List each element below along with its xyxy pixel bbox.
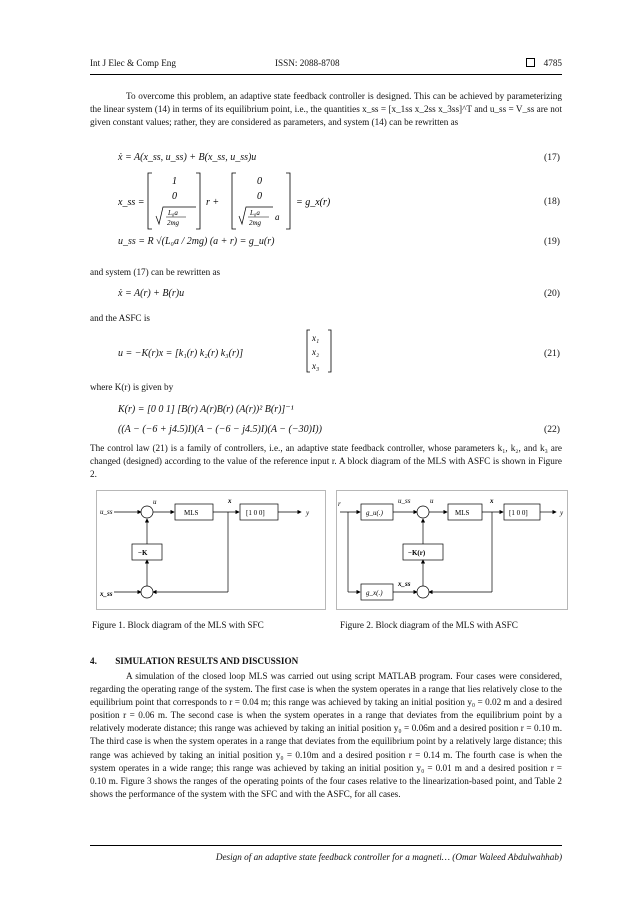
fig2-x-label: x [490,497,494,505]
svg-text:L₀a: L₀a [250,209,260,217]
svg-text:a: a [275,212,280,222]
fig2-r-label: r [338,500,341,508]
paragraph-asfc: and the ASFC is [90,313,150,323]
figure-2-diagram [336,490,568,615]
fig2-gx-label: g_x(.) [366,589,383,597]
eq18-lhs: x_ss = [118,197,145,208]
figure-1-diagram [96,490,326,615]
fig2-gu-label: g_u(.) [366,509,383,517]
fig1-c-label: [1 0 0] [246,509,265,517]
paragraph-control-law: The control law (21) is a family of controllers, i.e., an adaptive state feedback controller, whose parameters k₁, k₂, and k₃ are changed (designed) according to the value of the reference input r. A block diagram of the MLS with ASFC is shown in Figure 2. [90,443,562,480]
eq18-v1-1: 0 [172,191,177,202]
fig1-y-label: y [306,509,310,517]
fig2-sum-bottom [417,586,429,598]
section-heading [90,656,298,666]
header-rule [90,74,562,75]
section-title: SIMULATION RESULTS AND DISCUSSION [115,656,299,666]
fig2-xss-label: x_ss [398,580,411,588]
fig1-k-label: −K [138,549,148,557]
equation-18-number: (18) [544,196,560,207]
equation-20: ẋ = A(r) + B(r)u [118,288,185,299]
eq18-mid: r + [206,197,220,208]
fig1-sum-top [141,506,153,518]
eq21-x2: x₂ [312,347,320,357]
fig1-x-label: x [228,497,232,505]
issn: ISSN: 2088-8708 [275,58,340,68]
fig2-u-label: u [430,497,434,505]
fig2-k-label: −K(r) [408,549,426,557]
equation-22-number: (22) [544,424,560,435]
fig2-uss-label: u_ss [398,497,411,505]
equation-18 [118,170,418,232]
running-header [90,58,562,72]
figure-1-caption: Figure 1. Block diagram of the MLS with SFC [92,620,264,630]
figure-2-caption: Figure 2. Block diagram of the MLS with ASFC [340,620,518,630]
fig1-sum-bottom [141,586,153,598]
fig2-sum-top [417,506,429,518]
equation-22-line2: ((A − (−6 + j4.5)I)(A − (−6 − j4.5)I)(A − (−30)I)) [118,424,322,435]
equation-22-line1: K(r) = [0 0 1] [B(r) A(r)B(r) (A(r))² B(r)]⁻¹ [118,404,294,415]
checkbox-icon [526,58,535,67]
fig1-xss-label: x_ss [100,590,113,598]
eq21-x3: x₃ [312,361,320,371]
eq18-v2-0: 0 [257,176,262,187]
paragraph-rewrite: and system (17) can be rewritten as [90,267,221,277]
equation-21: u = −K(r)x = [k₁(r) k₂(r) k₃(r)] [118,348,244,359]
fig1-uss-label: u_ss [100,508,113,516]
equation-21-vector [306,328,336,379]
eq18-v2-1: 0 [257,191,262,202]
svg-text:2mg: 2mg [167,219,180,227]
journal-name: Int J Elec & Comp Eng [90,58,176,68]
equation-20-number: (20) [544,288,560,299]
equation-17-number: (17) [544,152,560,163]
equation-17: ẋ = A(x_ss, u_ss) + B(x_ss, u_ss)u [118,152,257,163]
footer-rule [90,845,562,846]
svg-text:2mg: 2mg [249,219,262,227]
running-footer: Design of an adaptive state feedback controller for a magneti… (Omar Waleed Abdulwahhab) [215,852,562,862]
eq21-x1: x₁ [312,333,320,343]
paragraph-simulation: A simulation of the closed loop MLS was carried out using script MATLAB program. Four cases were considered, regarding the operating range of the system. The first case is when the system operates in a range that lies relatively close to the equilibrium point that corresponds to r = 0.04 m; this range was achieved by taking an initial position y₀ = 0.02 m and a desired position r = 0.06 m. The second case is when the system operates in a range that deviates from the equilibrium point by a relatively moderate distance; this range was achieved by taking an initial position y₀ = 0.06m and a desired position r = 0.10 m. The third case is when the system operates in a range that deviates from the equilibrium point by a relatively large distance; this range was achieved by taking an initial position y₀ = 0.10m and a desired position r = 0.14 m. The fourth case is when the system operates in a wide range; this range was achieved by taking an initial position y₀ = 0.01 m and a desired position r = 0.10 m. Figure 3 shows the ranges of the operating points of the four cases relative to the linearization-based point, and Table 2 shows the performance of the system with the SFC and with the ASFC, for all cases. [90,671,562,799]
equation-19-number: (19) [544,236,560,247]
fig2-y-label: y [560,509,564,517]
eq18-rhs: = g_x(r) [296,197,331,208]
eq18-v1-0: 1 [172,176,177,187]
svg-text:L₀a: L₀a [168,209,178,217]
equation-19: u_ss = R √(L₀a / 2mg) (a + r) = g_u(r) [118,236,275,247]
page-number: 4785 [526,58,562,68]
fig2-mls-label: MLS [455,509,470,517]
paragraph-intro: To overcome this problem, an adaptive state feedback controller is designed. This can be achieved by parameterizing the linear system (14) in terms of its equilibrium point, i.e., the quantities x_ss = [x_1ss x_2ss x_3ss]^T and u_ss = V_ss are not given constant values; rather, they are considered as parameters, and system (14) can be rewritten as [90,91,562,128]
fig2-c-label: [1 0 0] [509,509,528,517]
paragraph-where: where K(r) is given by [90,382,174,392]
equation-21-number: (21) [544,348,560,359]
fig1-u-label: u [153,498,157,506]
fig1-mls-label: MLS [184,509,199,517]
section-number: 4. [90,656,97,666]
